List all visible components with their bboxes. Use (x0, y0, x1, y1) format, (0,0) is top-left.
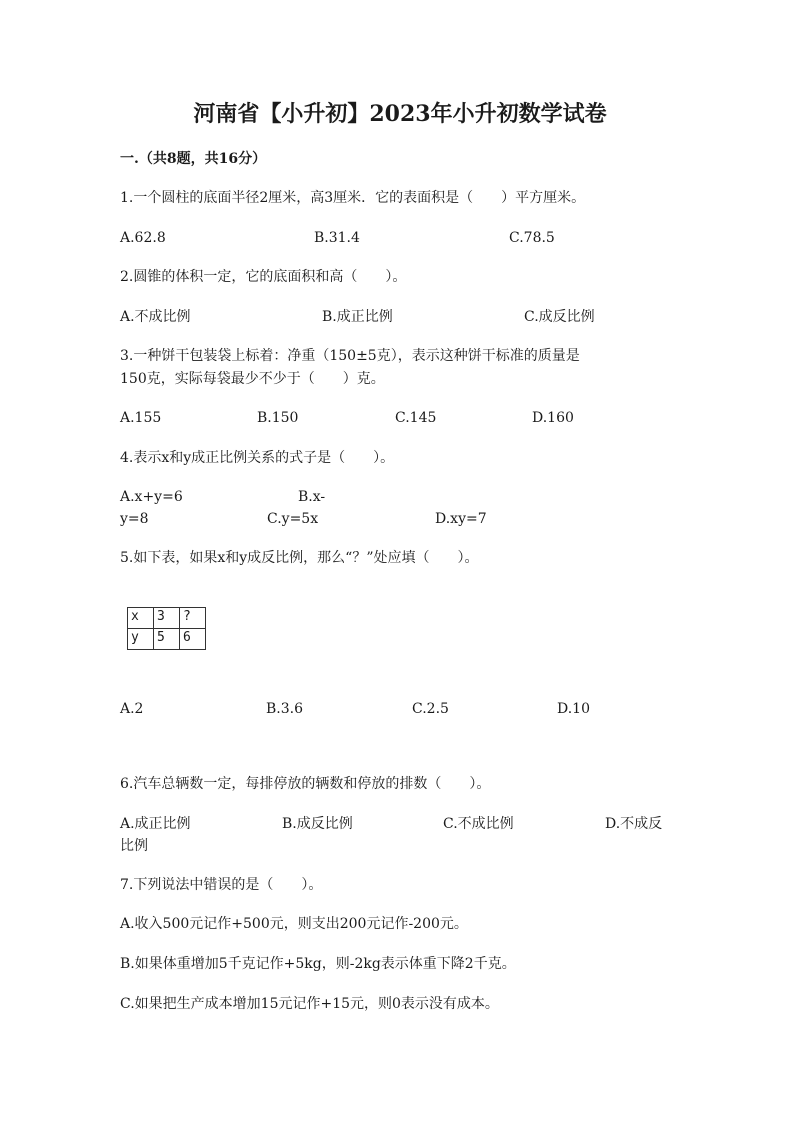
question-3-option-c: C.145 (395, 410, 437, 426)
question-4-stem: 4.表示x和y成正比例关系的式子是（ ）。 (120, 450, 395, 466)
question-3-stem-line1: 3.一种饼干包装袋上标着：净重（150±5克），表示这种饼干标准的质量是 (120, 348, 580, 364)
question-2-option-b: B.成正比例 (322, 309, 393, 325)
question-5-option-a: A.2 (120, 701, 144, 717)
table-cell: ? (180, 608, 206, 629)
question-4-option-b-part2: y=8 (120, 511, 149, 527)
question-3-option-d: D.160 (532, 410, 574, 426)
question-6-option-d-part2: 比例 (120, 838, 148, 854)
question-1-stem: 1.一个圆柱的底面半径2厘米，高3厘米．它的表面积是（ ）平方厘米。 (120, 190, 586, 206)
question-7-stem: 7.下列说法中错误的是（ ）。 (120, 877, 323, 893)
xy-table (127, 607, 206, 650)
question-6-stem: 6.汽车总辆数一定，每排停放的辆数和停放的排数（ ）。 (120, 776, 491, 792)
question-6-option-b: B.成反比例 (282, 816, 353, 832)
question-2-stem: 2.圆锥的体积一定，它的底面积和高（ ）。 (120, 269, 407, 285)
question-4-option-c: C.y=5x (267, 511, 319, 527)
table-cell: 5 (154, 629, 180, 650)
question-7-option-b: B.如果体重增加5千克记作+5kg，则-2kg表示体重下降2千克。 (120, 956, 516, 972)
question-2-option-a: A.不成比例 (120, 309, 191, 325)
question-2-option-c: C.成反比例 (524, 309, 595, 325)
table-cell: y (128, 629, 154, 650)
question-7-option-a: A.收入500元记作+500元，则支出200元记作-200元。 (120, 916, 468, 932)
question-6-option-c: C.不成比例 (443, 816, 514, 832)
question-4-option-a: A.x+y=6 (120, 489, 183, 505)
question-3-stem-line2: 150克，实际每袋最少不少于（ ）克。 (120, 371, 385, 387)
table-row (128, 629, 206, 650)
table-cell: 6 (180, 629, 206, 650)
table-cell: x (128, 608, 154, 629)
question-4-option-d: D.xy=7 (435, 511, 487, 527)
question-6-option-d-part1: D.不成反 (605, 816, 663, 832)
page-title: 河南省【小升初】2023年小升初数学试卷 (193, 101, 607, 127)
question-4-option-b-part1: B.x- (298, 489, 326, 505)
question-5-stem: 5.如下表，如果x和y成反比例，那么“？”处应填（ ）。 (120, 550, 479, 566)
question-1-option-a: A.62.8 (120, 230, 166, 246)
question-5-option-c: C.2.5 (412, 701, 449, 717)
table-row (128, 608, 206, 629)
question-3-option-a: A.155 (120, 410, 162, 426)
table-cell: 3 (154, 608, 180, 629)
question-1-option-c: C.78.5 (509, 230, 555, 246)
section-heading: 一.（共8题，共16分） (120, 151, 267, 167)
question-6-option-a: A.成正比例 (120, 816, 191, 832)
question-5-option-b: B.3.6 (266, 701, 304, 717)
question-5-option-d: D.10 (557, 701, 590, 717)
question-3-option-b: B.150 (257, 410, 299, 426)
question-7-option-c: C.如果把生产成本增加15元记作+15元，则0表示没有成本。 (120, 996, 499, 1012)
question-1-option-b: B.31.4 (314, 230, 360, 246)
